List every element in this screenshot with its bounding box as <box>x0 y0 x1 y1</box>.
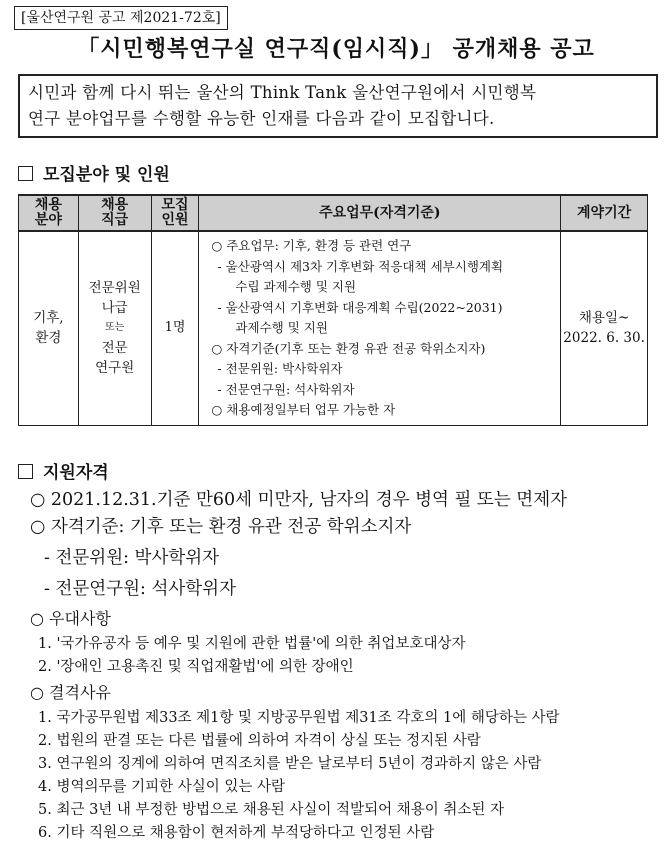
duty-line: 수립 과제수행 및 지원 <box>235 279 357 294</box>
disqualification-item: 2. 법원의 판결 또는 다른 법률에 의하여 자격이 상실 또는 정지된 사람 <box>38 733 481 749</box>
intro-line: 시민과 함께 다시 뛰는 울산의 Think Tank 울산연구원에서 시민행복 <box>28 83 537 102</box>
notice-number: [울산연구원 공고 제2021-72호] <box>14 6 228 30</box>
section-heading-qualification <box>18 458 109 483</box>
cell-position: 전문위원 나급 또는 전문 연구원 <box>78 231 151 425</box>
disqualification-title: ○ 결격사유 <box>30 683 111 702</box>
duty-line: 과제수행 및 지원 <box>235 320 328 335</box>
duty-line: ○ 자격기준(기후 또는 환경 유관 전공 학위소지자) <box>211 340 486 356</box>
header-period: 계약기간 <box>561 195 648 231</box>
cell-period: 채용일~ 2022. 6. 30. <box>561 231 648 425</box>
section-heading-recruit <box>18 160 170 185</box>
table-row <box>19 231 648 425</box>
header-count: 모집 인원 <box>151 195 199 231</box>
header-position: 채용 직급 <box>78 195 151 231</box>
qualification-age: ○ 2021.12.31.기준 만60세 미만자, 남자의 경우 병역 필 또는 면제자 <box>30 490 568 510</box>
header-duties: 주요업무(자격기준) <box>199 195 561 231</box>
duty-line: - 전문위원: 박사학위자 <box>217 361 343 376</box>
qualification-criteria-item: - 전문위원: 박사학위자 <box>44 548 220 568</box>
page-title: 「시민행복연구실 연구직(임시직)」 공개채용 공고 <box>77 36 595 62</box>
preference-item: 1. '국가유공자 등 예우 및 지원에 관한 법률'에 의한 취업보호대상자 <box>38 636 466 652</box>
cell-count: 1명 <box>151 231 199 425</box>
preference-item: 2. '장애인 고용촉진 및 직업재활법'에 의한 장애인 <box>38 659 354 675</box>
cell-field: 기후, 환경 <box>19 231 79 425</box>
intro-line: 연구 분야업무를 수행할 유능한 인재를 다음과 같이 모집합니다. <box>28 109 495 128</box>
table-header-row <box>19 195 648 231</box>
header-field: 채용 분야 <box>19 195 79 231</box>
checkbox-square-icon <box>18 464 33 479</box>
preference-title: ○ 우대사항 <box>30 609 111 628</box>
section-title: 모집분야 및 인원 <box>43 165 170 185</box>
duty-line: - 전문연구원: 석사학위자 <box>217 381 355 397</box>
duty-line: ○ 주요업무: 기후, 환경 등 관련 연구 <box>211 238 412 253</box>
disqualification-item: 4. 병역의무를 기피한 사실이 있는 사람 <box>38 779 285 795</box>
duty-line: - 울산광역시 기후변화 대응계획 수립(2022~2031) <box>217 299 503 315</box>
checkbox-square-icon <box>18 166 33 181</box>
disqualification-item: 6. 기타 직원으로 채용함이 현저하게 부적당하다고 인정된 사람 <box>38 825 435 841</box>
intro-box <box>18 74 658 138</box>
duty-line: - 울산광역시 제3차 기후변화 적응대책 세부시행계획 <box>217 258 504 274</box>
recruit-table <box>18 194 648 426</box>
disqualification-item: 5. 최근 3년 내 부정한 방법으로 채용된 사실이 적발되어 채용이 취소된 자 <box>38 802 504 818</box>
qualification-criteria-item: - 전문연구원: 석사학위자 <box>44 579 236 599</box>
disqualification-item: 3. 연구원의 징계에 의하여 면직조치를 받은 날로부터 5년이 경과하지 않은 사람 <box>38 756 542 772</box>
qualification-criteria: ○ 자격기준: 기후 또는 환경 유관 전공 학위소지자 <box>30 517 412 537</box>
duty-line: ○ 채용예정일부터 업무 가능한 자 <box>211 402 396 417</box>
disqualification-item: 1. 국가공무원법 제33조 제1항 및 지방공무원법 제31조 각호의 1에 해당하는 사람 <box>38 710 560 726</box>
cell-duties <box>199 231 561 425</box>
section-title: 지원자격 <box>43 463 109 483</box>
